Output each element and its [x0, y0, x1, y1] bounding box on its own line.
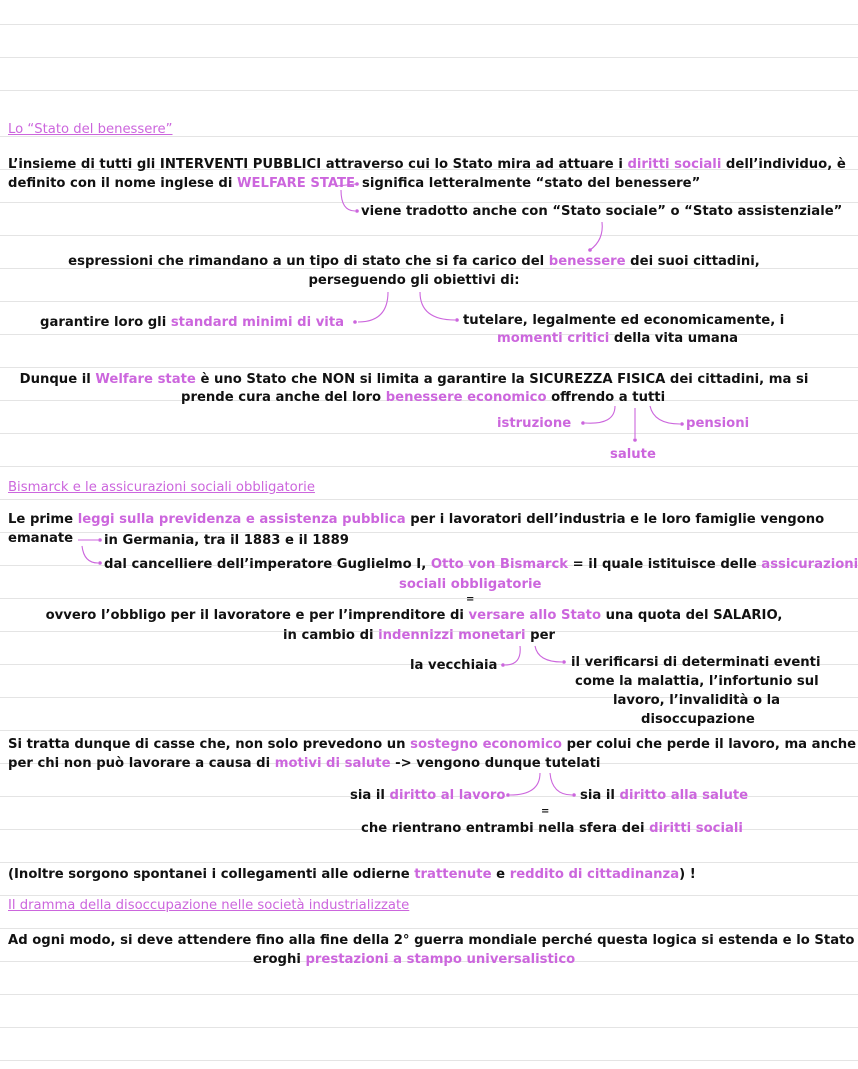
objective-left	[40, 314, 344, 331]
arrow-dot	[633, 438, 637, 442]
text-run: offrendo a tutti	[546, 390, 666, 405]
paragraph-line	[8, 755, 600, 772]
arrow-dot	[501, 663, 505, 667]
text-run: sia il	[580, 788, 620, 803]
arrow-dot	[581, 421, 585, 425]
text-run: prende cura anche del loro	[181, 390, 386, 405]
text-run: una quota del SALARIO,	[601, 608, 783, 623]
arrow-dot	[588, 248, 592, 252]
text-run: ) !	[679, 867, 696, 882]
paragraph-line	[8, 736, 856, 753]
text-run: per	[525, 628, 556, 643]
note-cancelliere	[104, 556, 858, 573]
highlight-term: assicurazioni	[761, 557, 858, 572]
text-run: per colui che perde il lavoro, ma anche	[562, 737, 857, 752]
arrow-dot	[572, 793, 576, 797]
arrow-obiettivi-left	[358, 292, 388, 322]
highlight-term: trattenute	[414, 867, 492, 882]
text-run: e	[491, 867, 510, 882]
text-run: per i lavoratori dell’industria e le loro famiglie vengono	[405, 512, 825, 527]
text-run: che rientrano entrambi nella sfera dei	[361, 821, 650, 836]
arrow-welfare-tradotto	[341, 190, 355, 211]
paragraph-line	[283, 627, 555, 644]
text-run: garantire loro gli	[40, 315, 171, 330]
highlight-term: leggi sulla previdenza e assistenza pubblica	[77, 512, 406, 527]
text-run: = il quale istituisce delle	[568, 557, 762, 572]
paragraph-line: emanate	[8, 531, 74, 546]
highlight-term: sociali obbligatorie	[399, 577, 542, 592]
highlight-term: prestazioni a stampo universalistico	[305, 952, 576, 967]
highlight-term: indennizzi monetari	[378, 628, 526, 643]
note-translated: viene tradotto anche con “Stato sociale” o “Stato assistenziale”	[361, 204, 843, 219]
highlight-term: motivi di salute	[274, 756, 391, 771]
highlight-term: diritto al lavoro	[389, 788, 506, 803]
section-title-bismarck: Bismarck e le assicurazioni sociali obbligatorie	[8, 480, 315, 495]
branch-eventi: come la malattia, l’infortunio sul	[575, 674, 819, 689]
arrow-dot	[680, 422, 684, 426]
paragraph-line	[8, 175, 355, 192]
arrow-emanate-cancelliere	[82, 546, 98, 563]
branch-salute: salute	[610, 447, 656, 462]
text-run: Dunque il	[19, 372, 96, 387]
highlight-term: benessere economico	[385, 390, 547, 405]
highlight-term: Welfare state	[95, 372, 196, 387]
branch-eventi: disoccupazione	[641, 712, 755, 727]
section-title-stato-benessere: Lo “Stato del benessere”	[8, 122, 173, 137]
highlight-term: versare allo Stato	[468, 608, 602, 623]
paragraph-line	[0, 607, 828, 624]
text-run: per chi non può lavorare a causa di	[8, 756, 275, 771]
objective-right: tutelare, legalmente ed economicamente, i	[463, 313, 785, 328]
branch-diritto-lavoro	[350, 787, 505, 804]
arrow-tutti-istruzione	[585, 406, 615, 423]
paragraph-line	[8, 866, 696, 883]
text-run: dell’individuo, è	[721, 157, 846, 172]
paragraph-line	[181, 389, 665, 406]
arrow-dot	[506, 793, 510, 797]
branch-pensioni: pensioni	[686, 416, 750, 431]
highlight-term: diritti sociali	[627, 157, 722, 172]
arrow-dot	[355, 209, 359, 213]
text-run: eroghi	[253, 952, 306, 967]
text-run: -> vengono dunque tutelati	[390, 756, 601, 771]
paragraph-line	[8, 156, 846, 173]
arrow-per-eventi	[535, 646, 562, 662]
text-run: (Inoltre sorgono spontanei i collegamenti alle odierne	[8, 867, 415, 882]
text-run: della vita umana	[609, 331, 739, 346]
arrow-dot	[98, 538, 102, 542]
arrow-dot	[98, 561, 102, 565]
highlight-term: standard minimi di vita	[170, 315, 345, 330]
text-run: L’insieme di tutti gli INTERVENTI PUBBLICI attraverso cui lo Stato mira ad attuare i	[8, 157, 628, 172]
equals-sign: =	[541, 806, 550, 817]
arrow-tutti-pensioni	[650, 406, 680, 424]
text-run: espressioni che rimandano a un tipo di stato che si fa carico del	[68, 254, 549, 269]
text-run: ovvero l’obbligo per il lavoratore e per l’imprenditore di	[45, 608, 469, 623]
text-run: dei suoi cittadini,	[625, 254, 760, 269]
arrow-dot	[455, 318, 459, 322]
arrow-dot	[353, 320, 357, 324]
text-run: Si tratta dunque di casse che, non solo prevedono un	[8, 737, 411, 752]
paragraph-line	[8, 511, 824, 528]
paragraph-line: perseguendo gli obiettivi di:	[308, 273, 520, 288]
text-run: in cambio di	[283, 628, 379, 643]
highlight-term: benessere	[548, 254, 626, 269]
branch-vecchiaia: la vecchiaia	[410, 658, 498, 673]
highlight-term: diritti sociali	[649, 821, 743, 836]
arrow-tutelati-lavoro	[510, 773, 540, 795]
branch-diritto-salute	[580, 787, 748, 804]
highlight-term: reddito di cittadinanza	[509, 867, 680, 882]
text-run: dal cancelliere dell’imperatore Guglielmo I,	[104, 557, 431, 572]
paragraph-line	[0, 253, 828, 270]
section-title-disoccupazione: Il dramma della disoccupazione nelle società industrializzate	[8, 898, 410, 913]
note-germania: in Germania, tra il 1883 e il 1889	[104, 533, 349, 548]
paragraph-line: Ad ogni modo, si deve attendere fino alla fine della 2° guerra mondiale perché questa logica si estenda e lo Stato	[8, 933, 855, 948]
highlight-term: WELFARE STATE	[237, 176, 356, 191]
arrow-tradotto-espressioni	[590, 222, 602, 250]
branch-eventi: lavoro, l’invalidità o la	[613, 693, 781, 708]
arrow-per-vecchiaia	[505, 646, 520, 665]
arrow-dot	[562, 660, 566, 664]
text-run: sia il	[350, 788, 390, 803]
equals-sign: =	[466, 594, 475, 605]
branch-eventi: il verificarsi di determinati eventi	[571, 655, 821, 670]
highlight-term: sostegno economico	[410, 737, 562, 752]
paragraph-line	[0, 371, 828, 388]
highlight-term: momenti critici	[497, 331, 610, 346]
text-run: Le prime	[8, 512, 78, 527]
note-letterally: significa letteralmente “stato del benessere”	[362, 176, 701, 191]
paragraph-line	[253, 951, 575, 968]
arrow-tutelati-salute	[550, 773, 572, 795]
highlight-term: Otto von Bismarck	[430, 557, 569, 572]
text-run: è uno Stato che NON si limita a garantire la SICUREZZA FISICA dei cittadini, ma si	[195, 372, 809, 387]
branch-istruzione: istruzione	[497, 416, 572, 431]
arrow-dot	[355, 182, 359, 186]
text-run: definito con il nome inglese di	[8, 176, 237, 191]
highlight-term: diritto alla salute	[619, 788, 749, 803]
objective-right	[497, 330, 738, 347]
paragraph-line	[361, 820, 743, 837]
arrow-obiettivi-right	[420, 292, 455, 320]
